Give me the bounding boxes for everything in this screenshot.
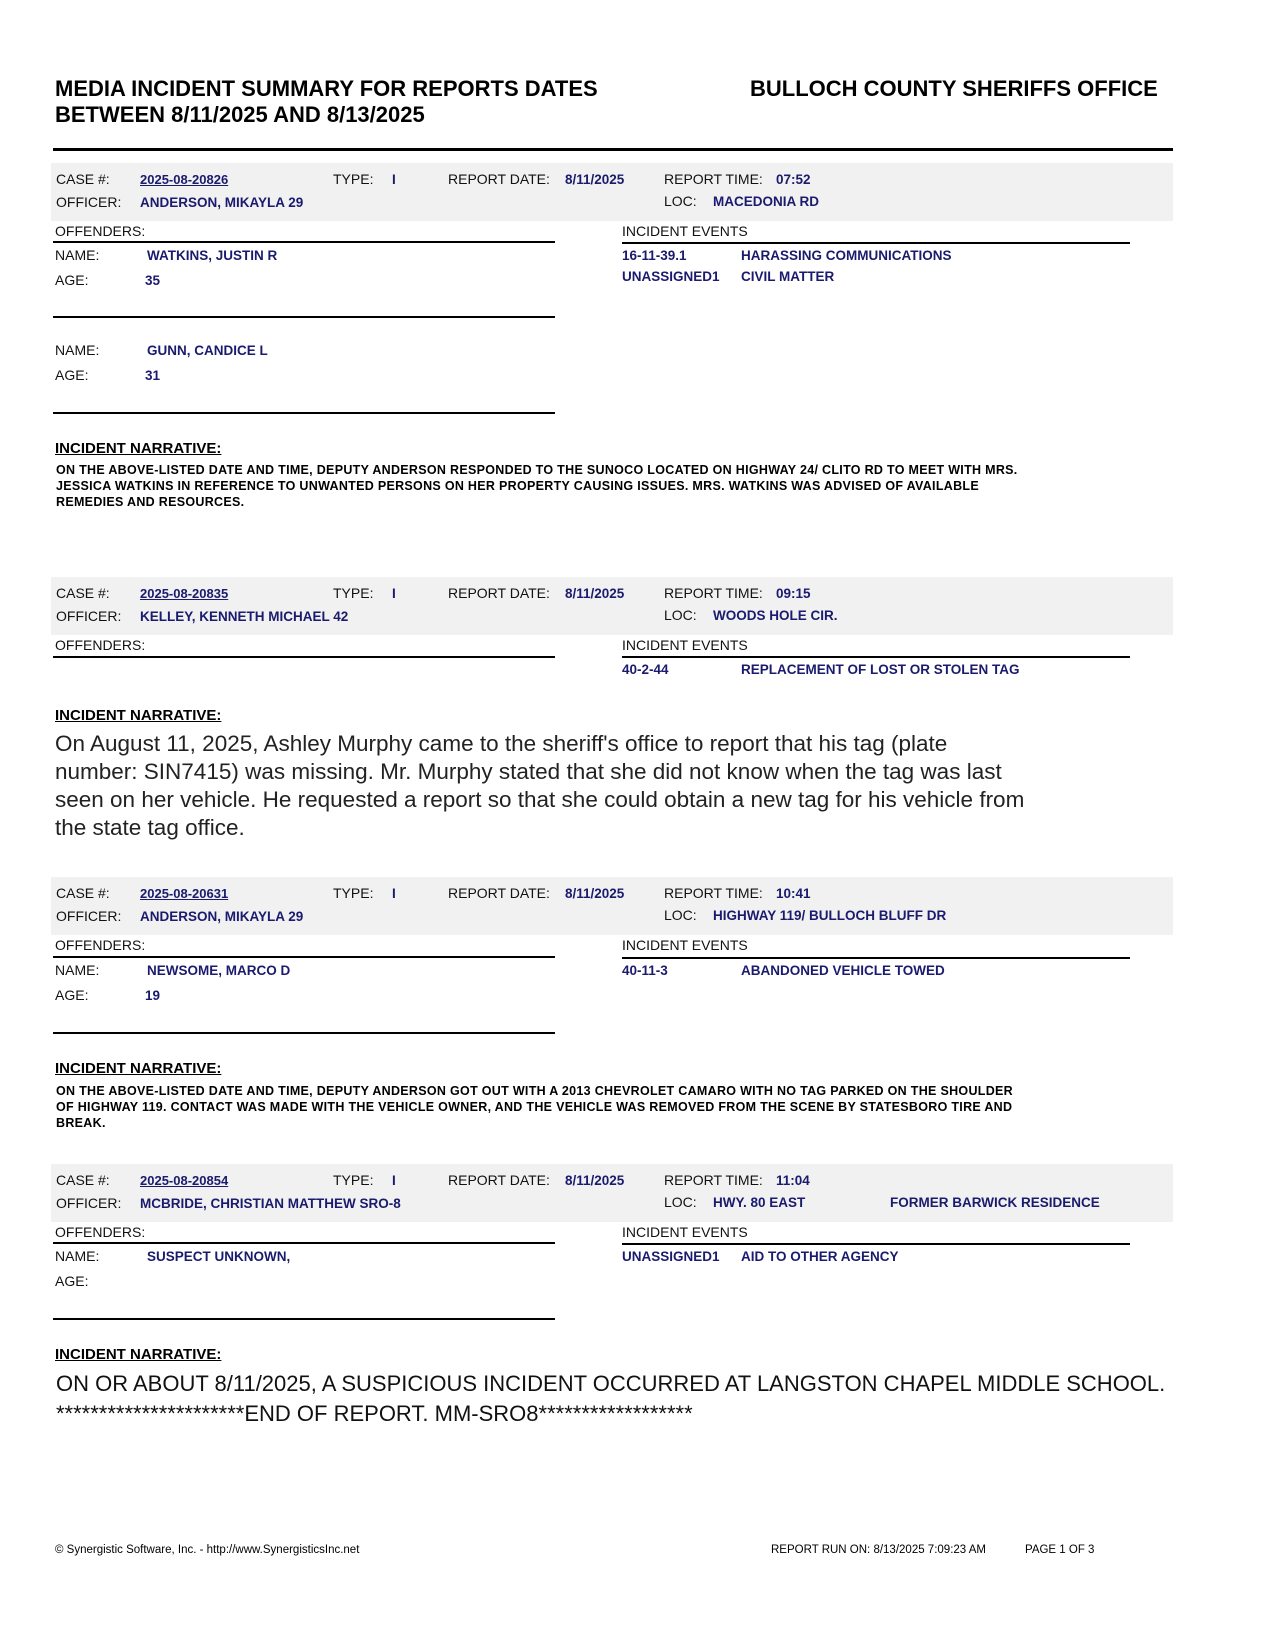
event-description: AID TO OTHER AGENCY [741, 1249, 899, 1264]
offender-name: NEWSOME, MARCO D [147, 963, 291, 978]
age-label: AGE: [55, 987, 89, 1003]
officer-label: OFFICER: [56, 194, 122, 210]
report-time-value: 11:04 [776, 1173, 810, 1188]
narrative-text [55, 730, 1175, 842]
report-title-line1: MEDIA INCIDENT SUMMARY FOR REPORTS DATES [55, 76, 598, 101]
loc-extra-value: FORMER BARWICK RESIDENCE [890, 1195, 1100, 1210]
event-code: 16-11-39.1 [622, 248, 687, 263]
event-description: HARASSING COMMUNICATIONS [741, 248, 952, 263]
agency-name: BULLOCH COUNTY SHERIFFS OFFICE [750, 76, 1158, 101]
offender-name: SUSPECT UNKNOWN, [147, 1249, 291, 1264]
loc-label: LOC: [664, 607, 697, 623]
type-label: TYPE: [333, 585, 374, 601]
offenders-label: OFFENDERS: [55, 637, 146, 653]
narrative-line: ON THE ABOVE-LISTED DATE AND TIME, DEPUTY ANDERSON RESPONDED TO THE SUNOCO LOCATED ON HIGHWAY 24/ CLITO RD TO MEET WITH MRS. [56, 463, 1018, 477]
narrative-text [56, 1083, 1171, 1131]
divider [53, 956, 555, 958]
footer-page-number: PAGE 1 OF 3 [1025, 1544, 1095, 1556]
report-date-label: REPORT DATE: [448, 585, 550, 601]
divider [622, 957, 1130, 959]
officer-value: ANDERSON, MIKAYLA 29 [140, 909, 304, 924]
case-label: CASE #: [56, 885, 110, 901]
event-code: 40-2-44 [622, 662, 669, 677]
divider [53, 412, 555, 414]
name-label: NAME: [55, 962, 100, 978]
type-value: I [392, 586, 396, 601]
incident-events-label: INCIDENT EVENTS [622, 637, 748, 653]
report-date-label: REPORT DATE: [448, 171, 550, 187]
offenders-label: OFFENDERS: [55, 1224, 146, 1240]
loc-label: LOC: [664, 907, 697, 923]
offenders-label: OFFENDERS: [55, 937, 146, 953]
loc-value: WOODS HOLE CIR. [713, 608, 838, 623]
narrative-heading: INCIDENT NARRATIVE: [55, 707, 222, 724]
offender-age: 19 [145, 988, 161, 1003]
divider [622, 242, 1130, 244]
incident-events-label: INCIDENT EVENTS [622, 937, 748, 953]
event-description: CIVIL MATTER [741, 269, 835, 284]
divider [53, 1242, 555, 1244]
divider [622, 656, 1130, 658]
officer-label: OFFICER: [56, 608, 122, 624]
narrative-line: seen on her vehicle. He requested a report so that she could obtain a new tag for his vehicle from [55, 787, 1025, 812]
case-label: CASE #: [56, 1172, 110, 1188]
offender-name: WATKINS, JUSTIN R [147, 248, 278, 263]
type-value: I [392, 172, 396, 187]
narrative-line: OF HIGHWAY 119. CONTACT WAS MADE WITH THE VEHICLE OWNER, AND THE VEHICLE WAS REMOVED FROM THE SCENE BY STATESBORO TIRE AND [56, 1100, 1013, 1114]
offender-name: GUNN, CANDICE L [147, 343, 268, 358]
type-label: TYPE: [333, 1172, 374, 1188]
age-label: AGE: [55, 272, 89, 288]
report-date-value: 8/11/2025 [565, 172, 625, 187]
offenders-label: OFFENDERS: [55, 223, 146, 239]
age-label: AGE: [55, 1273, 89, 1289]
narrative-line: BREAK. [56, 1116, 106, 1130]
loc-value: MACEDONIA RD [713, 194, 819, 209]
type-label: TYPE: [333, 171, 374, 187]
loc-label: LOC: [664, 193, 697, 209]
type-label: TYPE: [333, 885, 374, 901]
case-number-link[interactable]: 2025-08-20835 [140, 586, 229, 601]
narrative-text [56, 1369, 1171, 1429]
event-description: ABANDONED VEHICLE TOWED [741, 963, 945, 978]
report-date-label: REPORT DATE: [448, 885, 550, 901]
offender-age: 35 [145, 273, 161, 288]
officer-label: OFFICER: [56, 908, 122, 924]
type-value: I [392, 1173, 396, 1188]
loc-value: HWY. 80 EAST [713, 1195, 806, 1210]
incident-events-label: INCIDENT EVENTS [622, 223, 748, 239]
divider [53, 241, 555, 243]
loc-value: HIGHWAY 119/ BULLOCH BLUFF DR [713, 908, 947, 923]
officer-value: MCBRIDE, CHRISTIAN MATTHEW SRO-8 [140, 1196, 401, 1211]
offender-age: 31 [145, 368, 161, 383]
narrative-line: number: SIN7415) was missing. Mr. Murphy stated that she did not know when the tag was last [55, 759, 1002, 784]
narrative-line: ON THE ABOVE-LISTED DATE AND TIME, DEPUTY ANDERSON GOT OUT WITH A 2013 CHEVROLET CAMARO WITH NO TAG PARKED ON THE SHOULDER [56, 1084, 1013, 1098]
divider [622, 1243, 1130, 1245]
narrative-line: JESSICA WATKINS IN REFERENCE TO UNWANTED PERSONS ON HER PROPERTY CAUSING ISSUES. MRS. WATKINS WAS ADVISED OF AVAILABLE [56, 479, 979, 493]
officer-value: ANDERSON, MIKAYLA 29 [140, 195, 304, 210]
narrative-line: ON OR ABOUT 8/11/2025, A SUSPICIOUS INCIDENT OCCURRED AT LANGSTON CHAPEL MIDDLE SCHOOL. [56, 1371, 1166, 1396]
footer-copyright: © Synergistic Software, Inc. - http://www.SynergisticsInc.net [55, 1544, 360, 1556]
incident-events-label: INCIDENT EVENTS [622, 1224, 748, 1240]
report-time-value: 07:52 [776, 172, 811, 187]
report-date-value: 8/11/2025 [565, 1173, 625, 1188]
case-label: CASE #: [56, 585, 110, 601]
officer-value: KELLEY, KENNETH MICHAEL 42 [140, 609, 349, 624]
report-time-label: REPORT TIME: [664, 885, 763, 901]
narrative-line: REMEDIES AND RESOURCES. [56, 495, 245, 509]
name-label: NAME: [55, 1248, 100, 1264]
report-date-value: 8/11/2025 [565, 586, 625, 601]
report-time-label: REPORT TIME: [664, 1172, 763, 1188]
divider [53, 316, 555, 318]
narrative-heading: INCIDENT NARRATIVE: [55, 440, 222, 457]
name-label: NAME: [55, 247, 100, 263]
narrative-line: **********************END OF REPORT. MM-SRO8****************** [56, 1401, 693, 1426]
report-time-value: 09:15 [776, 586, 811, 601]
narrative-heading: INCIDENT NARRATIVE: [55, 1346, 222, 1363]
narrative-line: On August 11, 2025, Ashley Murphy came to the sheriff's office to report that his tag (plate [55, 731, 948, 756]
case-number-link[interactable]: 2025-08-20854 [140, 1173, 229, 1188]
event-code: UNASSIGNED1 [622, 1249, 720, 1264]
age-label: AGE: [55, 367, 89, 383]
narrative-line: the state tag office. [55, 815, 245, 840]
report-time-label: REPORT TIME: [664, 171, 763, 187]
event-description: REPLACEMENT OF LOST OR STOLEN TAG [741, 662, 1020, 677]
officer-label: OFFICER: [56, 1195, 122, 1211]
divider [53, 656, 555, 658]
divider [53, 1318, 555, 1320]
report-time-value: 10:41 [776, 886, 811, 901]
narrative-text [56, 462, 1171, 510]
report-date-value: 8/11/2025 [565, 886, 625, 901]
event-code: 40-11-3 [622, 963, 668, 978]
event-code: UNASSIGNED1 [622, 269, 720, 284]
loc-label: LOC: [664, 1194, 697, 1210]
case-number-link[interactable]: 2025-08-20631 [140, 886, 229, 901]
report-date-label: REPORT DATE: [448, 1172, 550, 1188]
divider [53, 1032, 555, 1034]
case-label: CASE #: [56, 171, 110, 187]
report-time-label: REPORT TIME: [664, 585, 763, 601]
name-label: NAME: [55, 342, 100, 358]
footer-report-run: REPORT RUN ON: 8/13/2025 7:09:23 AM [771, 1544, 986, 1556]
type-value: I [392, 886, 396, 901]
case-number-link[interactable]: 2025-08-20826 [140, 172, 229, 187]
report-title-line2: BETWEEN 8/11/2025 AND 8/13/2025 [55, 102, 425, 127]
header-rule [53, 148, 1173, 151]
narrative-heading: INCIDENT NARRATIVE: [55, 1060, 222, 1077]
